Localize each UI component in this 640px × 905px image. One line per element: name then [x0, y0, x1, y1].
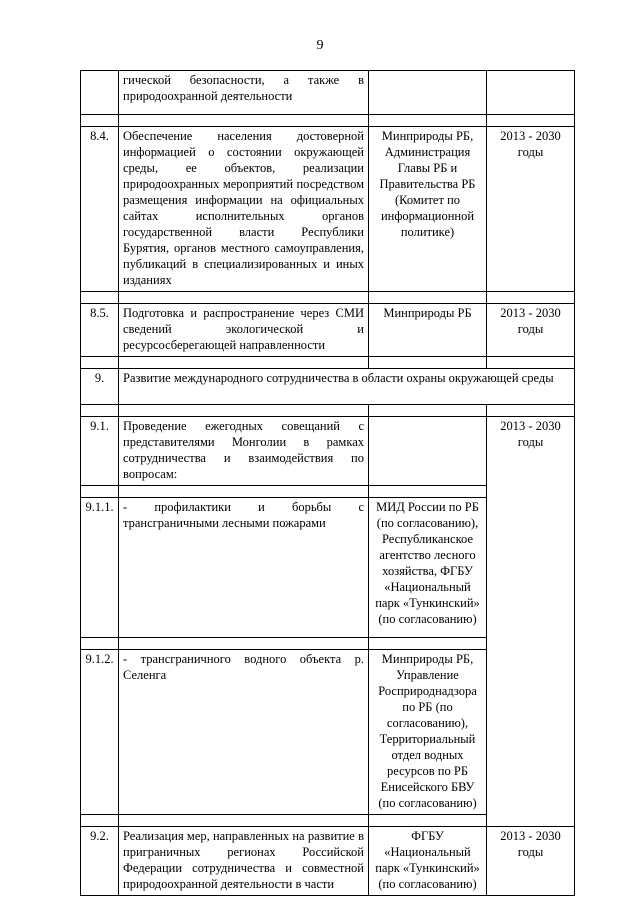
row-executor: [369, 71, 487, 115]
row-description: - трансграничного водного объекта р. Селенга: [119, 650, 369, 815]
row-term: 2013 - 2030 годы: [487, 827, 575, 896]
table-spacer: [81, 405, 575, 417]
row-number: 9.1.: [81, 417, 119, 486]
row-number: 9.1.2.: [81, 650, 119, 815]
measures-table: [80, 70, 575, 896]
row-description: Проведение ежегодных совещаний с представителями Монголии в рамках сотрудничества и взаимодействия по вопросам:: [119, 417, 369, 486]
row-executor: Минприроды РБ, Администрация Главы РБ и Правительства РБ (Комитет по информационной политике): [369, 127, 487, 292]
section-row: [81, 369, 575, 405]
page-number: 9: [316, 38, 324, 53]
row-number: 9.2.: [81, 827, 119, 896]
table-row: [81, 304, 575, 357]
row-number: 8.4.: [81, 127, 119, 292]
table-spacer: [81, 357, 575, 369]
section-number: 9.: [81, 369, 119, 405]
row-description: Реализация мер, направленных на развитие в приграничных регионах Российской Федерации сотрудничества и совместной природоохранной деятельности в части: [119, 827, 369, 896]
row-executor: Минприроды РБ: [369, 304, 487, 357]
row-executor: Минприроды РБ, Управление Росприроднадзора по РБ (по согласованию), Территориальный отдел водных ресурсов по РБ Енисейского БВУ (по согласованию): [369, 650, 487, 815]
table-row: [81, 127, 575, 292]
table-row: [81, 827, 575, 896]
row-description: Обеспечение населения достоверной информацией о состоянии окружающей среды, ее объектов, реализации природоохранных мероприятий посредством размещения информации на официальных сайтах исполнительных органов государственной власти Республики Бурятия, органов местного самоуправления, публикаций в специализированных и иных изданиях: [119, 127, 369, 292]
row-executor: ФГБУ «Национальный парк «Тункинский» (по согласованию): [369, 827, 487, 896]
row-number: 8.5.: [81, 304, 119, 357]
row-term: 2013 - 2030 годы: [487, 304, 575, 357]
row-number: 9.1.1.: [81, 498, 119, 638]
row-term: 2013 - 2030 годы: [487, 127, 575, 292]
row-term: [487, 71, 575, 115]
table-spacer: [81, 292, 575, 304]
table-row: [81, 71, 575, 115]
row-description: Подготовка и распространение через СМИ сведений экологической и ресурсосберегающей направленности: [119, 304, 369, 357]
row-term: 2013 - 2030 годы: [487, 417, 575, 827]
row-number: [81, 71, 119, 115]
section-title: Развитие международного сотрудничества в области охраны окружающей среды: [119, 369, 575, 405]
row-description: - профилактики и борьбы с трансграничными лесными пожарами: [119, 498, 369, 638]
row-executor: [369, 417, 487, 486]
row-description: гической безопасности, а также в природоохранной деятельности: [119, 71, 369, 115]
table-spacer: [81, 115, 575, 127]
table-row: [81, 417, 575, 486]
row-executor: МИД России по РБ (по согласованию), Республиканское агентство лесного хозяйства, ФГБУ «Национальный парк «Тункинский» (по согласованию): [369, 498, 487, 638]
